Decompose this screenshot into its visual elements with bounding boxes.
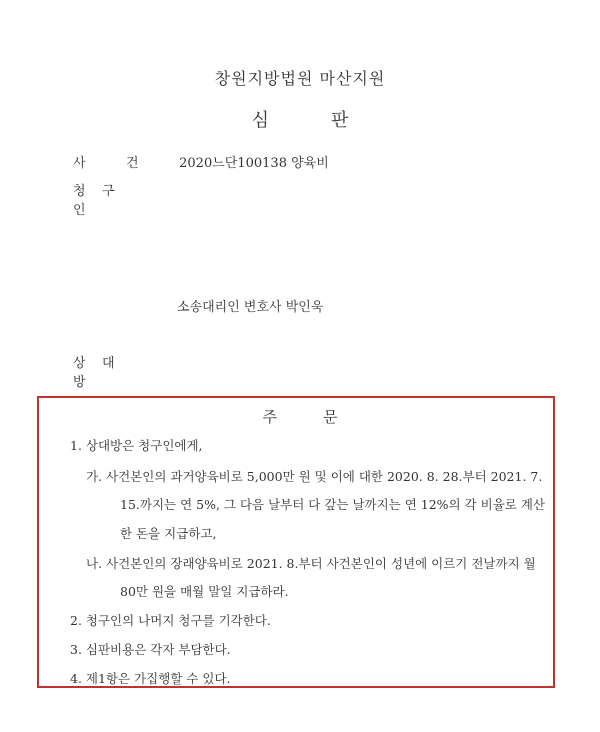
claimant-agent: 소송대리인 변호사 박인욱 [177, 300, 324, 315]
claimant-label [73, 180, 159, 218]
title-char-2: 판 [331, 110, 349, 131]
order-title-char: 문 [323, 408, 338, 426]
court-name: 창원지방법원 마산지원 [214, 69, 386, 88]
order-line-1-ga: 가. 사건본인의 과거양육비로 5,000만 원 및 이에 대한 2020. 8. 28.부터 2021. 7. [86, 469, 543, 484]
respondent-label-char: 상 [73, 356, 86, 371]
respondent-row [73, 352, 159, 390]
document-title [0, 106, 600, 132]
claimant-label-char: 청 [73, 184, 86, 199]
order-title-char: 주 [262, 408, 277, 426]
order-title [0, 406, 600, 427]
order-line-1: 1. 상대방은 청구인에게, [70, 438, 203, 453]
order-line-2: 2. 청구인의 나머지 청구를 기각한다. [70, 613, 271, 628]
claimant-row [73, 180, 159, 218]
order-line-1-na: 나. 사건본인의 장래양육비로 2021. 8.부터 사건본인이 성년에 이르기 전날까지 월 [86, 556, 536, 571]
case-label-char: 건 [126, 156, 139, 171]
order-line-4: 4. 제1항은 가집행할 수 있다. [70, 671, 231, 686]
case-label [73, 152, 159, 171]
claimant-label-char: 인 [73, 203, 86, 218]
respondent-label-char: 방 [73, 375, 86, 390]
order-line-1-ga-cont: 한 돈을 지급하고, [120, 526, 217, 541]
order-line-1-na-cont: 80만 원을 매월 말일 지급하라. [120, 584, 289, 599]
claimant-label-char: 구 [102, 184, 115, 199]
case-label-char: 사 [73, 156, 86, 171]
order-line-3: 3. 심판비용은 각자 부담한다. [70, 642, 231, 657]
case-row [73, 152, 329, 171]
respondent-label [73, 352, 159, 390]
case-number: 2020느단100138 양육비 [179, 156, 329, 171]
respondent-label-char: 대 [102, 356, 115, 371]
title-char-1: 심 [251, 110, 269, 131]
order-line-1-ga-cont: 15.까지는 연 5%, 그 다음 날부터 다 갚는 날까지는 연 12%의 각 비율로 계산 [120, 497, 545, 512]
